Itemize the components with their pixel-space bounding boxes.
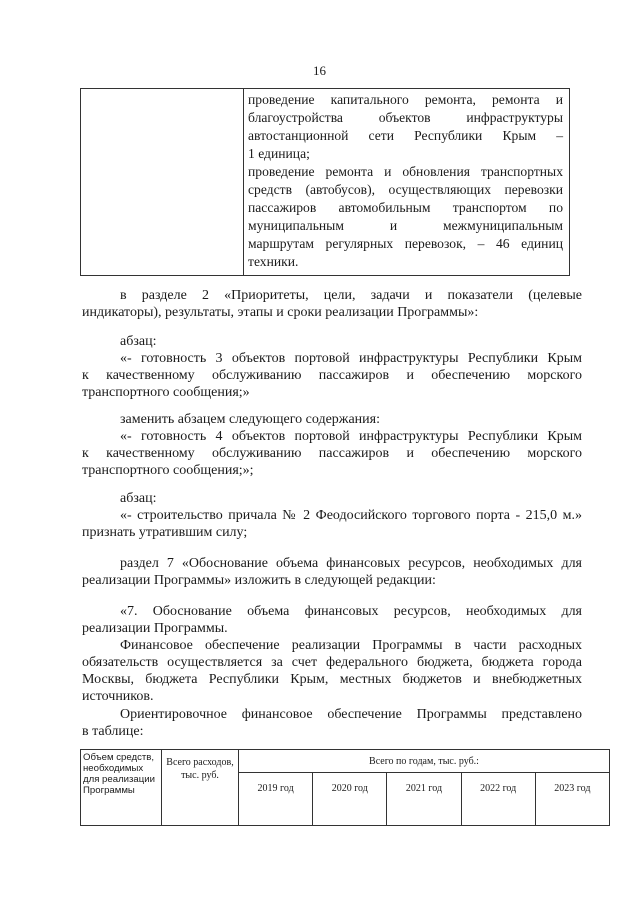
paragraph-heading-7 [82,603,582,637]
text-line: к качественному обслуживанию пассажиров и обеспечению морского [82,368,582,383]
paragraph-abzac-1 [82,333,582,401]
page-number: 16 [313,63,326,78]
text-line: Москвы, бюджета Республики Крым, местных бюджетов и внебюджетных [82,672,582,687]
paragraph-replace [82,411,582,479]
table-row [81,89,570,276]
text-line: проведение капитального ремонта, ремонта и [248,92,563,107]
text-line: муниципальным и межмуниципальным [248,218,563,233]
text-line: 1 единица; [248,146,310,161]
text-line: абзац: [120,334,157,349]
text-line: «7. Обоснование объема финансовых ресурсов, необходимых для [120,604,582,619]
text-line: в таблице: [82,724,144,739]
text-line: к качественному обслуживанию пассажиров и обеспечению морского [82,446,582,461]
paragraph-abzac-2 [82,490,582,541]
text-line: техники. [248,254,299,269]
text-line: источников. [82,689,154,704]
text-line: «- готовность 4 объектов портовой инфраструктуры Республики Крым [120,429,582,444]
header-total: Всего расходов, тыс. руб. [162,750,239,826]
text-line: реализации Программы. [82,621,228,636]
text-line: благоустройства объектов инфраструктуры [248,110,563,125]
text-line: заменить абзацем следующего содержания: [120,412,380,427]
paragraph-section-2 [82,287,582,321]
header-year: 2022 год [461,773,535,826]
table-cell-empty [81,89,244,276]
text-line: маршрутам регулярных перевозок, – 46 единиц [248,236,563,251]
text-line: Ориентировочное финансовое обеспечение Программы представлено [120,707,582,722]
header-volume: Объем средств, необходимых для реализации Программы [81,750,162,826]
financing-table [80,749,610,826]
paragraph-table-intro [82,706,582,740]
text-line: проведение ремонта и обновления транспортных [248,164,563,179]
header-year: 2023 год [535,773,609,826]
header-year: 2021 год [387,773,461,826]
text-line: раздел 7 «Обоснование объема финансовых ресурсов, необходимых для [120,556,582,571]
text-line: транспортного сообщения;» [82,385,250,400]
header-by-years: Всего по годам, тыс. руб.: [239,750,610,773]
text-line: в разделе 2 «Приоритеты, цели, задачи и показатели (целевые [120,288,582,303]
text-line: средств (автобусов), осуществляющих перевозки [248,182,563,197]
text-line: абзац: [120,491,157,506]
text-line: пассажиров автомобильным транспортом по [248,200,563,215]
text-line: индикаторы), результаты, этапы и сроки реализации Программы»: [82,305,479,320]
paragraph-section-7 [82,555,582,589]
text-line: Финансовое обеспечение реализации Программы в части расходных [120,638,582,653]
text-line: автостанционной сети Республики Крым – [248,128,563,143]
header-year: 2020 год [313,773,387,826]
text-line: транспортного сообщения;»; [82,463,254,478]
text-line: «- строительство причала № 2 Феодосийского торгового порта - 215,0 м.» [120,508,582,523]
text-line: признать утратившим силу; [82,525,248,540]
paragraph-financing [82,637,582,705]
text-line: реализации Программы» изложить в следующей редакции: [82,573,436,588]
continuation-table [80,88,570,276]
table-cell-text [244,89,570,276]
table-row [81,750,610,773]
text-line: обязательств осуществляется за счет федерального бюджета, бюджета города [82,655,582,670]
header-year: 2019 год [239,773,313,826]
text-line: «- готовность 3 объектов портовой инфраструктуры Республики Крым [120,351,582,366]
